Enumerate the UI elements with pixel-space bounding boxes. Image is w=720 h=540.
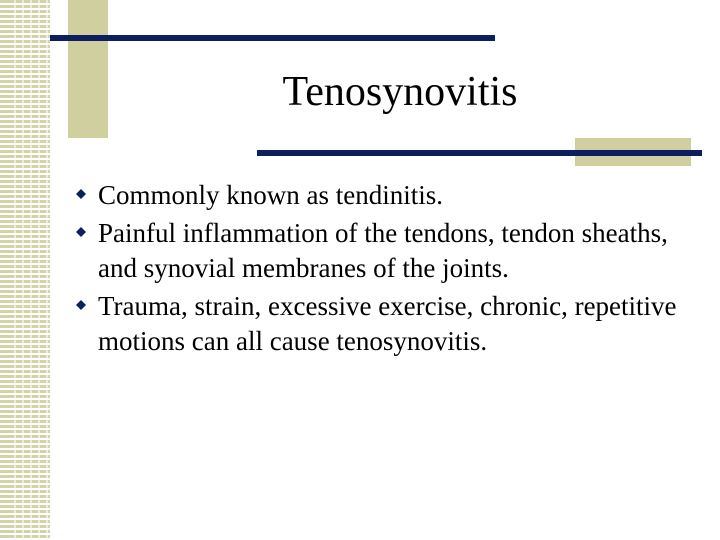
bullet-list [75, 178, 705, 362]
title-rule-bottom [257, 150, 702, 156]
title-rule-top [50, 35, 495, 41]
bullet-text: Commonly known as tendinitis. [98, 180, 444, 210]
slide-title: Tenosynovitis [282, 69, 518, 115]
diamond-bullet-icon [76, 227, 86, 237]
diamond-bullet-icon [76, 189, 86, 199]
diamond-bullet-icon [76, 300, 86, 310]
bullet-item [75, 289, 705, 359]
bullet-item [75, 216, 705, 286]
bullet-item [75, 178, 705, 213]
bullet-text: Painful inflammation of the tendons, tendon sheaths, and synovial membranes of the joints. [98, 218, 668, 283]
decorative-stripe-overlay [8, 0, 50, 540]
accent-block-top [68, 0, 108, 138]
bullet-text: Trauma, strain, excessive exercise, chronic, repetitive motions can all cause tenosynovitis. [98, 291, 677, 356]
